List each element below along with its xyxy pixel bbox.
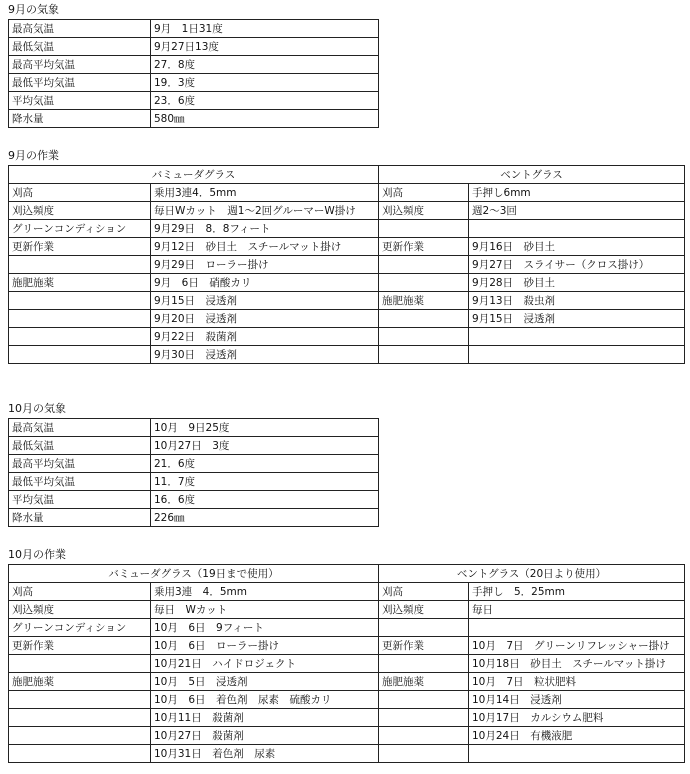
weather-label: 平均気温 xyxy=(9,92,151,110)
sep-weather-table xyxy=(8,19,379,128)
bent-detail: 毎日 xyxy=(469,601,685,619)
bent-item xyxy=(379,745,469,763)
bent-detail: 週2～3回 xyxy=(469,202,685,220)
work-row xyxy=(9,220,685,238)
bent-detail xyxy=(469,328,685,346)
oct-work-table xyxy=(8,564,685,763)
work-row xyxy=(9,256,685,274)
weather-value: 580㎜ xyxy=(151,110,379,128)
weather-label: 最低気温 xyxy=(9,38,151,56)
bermuda-item: 刈込頻度 xyxy=(9,202,151,220)
bermuda-detail: 9月15日 浸透剤 xyxy=(151,292,379,310)
work-row xyxy=(9,601,685,619)
sep-work-table xyxy=(8,165,685,364)
bent-detail: 9月15日 浸透剤 xyxy=(469,310,685,328)
weather-label: 最高平均気温 xyxy=(9,56,151,74)
weather-value: 19．3度 xyxy=(151,74,379,92)
bent-detail: 9月16日 砂目土 xyxy=(469,238,685,256)
weather-label: 最高気温 xyxy=(9,20,151,38)
work-row xyxy=(9,745,685,763)
bent-detail: 10月 7日 グリーンリフレッシャー掛け xyxy=(469,637,685,655)
weather-value: 11．7度 xyxy=(151,473,379,491)
bent-detail: 9月13日 殺虫剤 xyxy=(469,292,685,310)
bermuda-detail: 10月11日 殺菌剤 xyxy=(151,709,379,727)
work-row xyxy=(9,274,685,292)
bent-item xyxy=(379,346,469,364)
weather-row xyxy=(9,437,379,455)
bermuda-detail: 乗用3連 4．5mm xyxy=(151,583,379,601)
bermuda-detail: 9月 6日 硝酸カリ xyxy=(151,274,379,292)
bermuda-detail: 10月 6日 ローラー掛け xyxy=(151,637,379,655)
bent-detail xyxy=(469,346,685,364)
bermuda-detail: 毎日 Wカット xyxy=(151,601,379,619)
weather-row xyxy=(9,509,379,527)
bent-detail: 手押し 5．25mm xyxy=(469,583,685,601)
weather-label: 平均気温 xyxy=(9,491,151,509)
bent-detail xyxy=(469,220,685,238)
weather-value: 226㎜ xyxy=(151,509,379,527)
bent-item xyxy=(379,619,469,637)
work-row xyxy=(9,583,685,601)
weather-row xyxy=(9,74,379,92)
weather-row xyxy=(9,473,379,491)
weather-value: 23．6度 xyxy=(151,92,379,110)
weather-value: 9月 1日31度 xyxy=(151,20,379,38)
bent-detail: 手押し6mm xyxy=(469,184,685,202)
work-row xyxy=(9,637,685,655)
bermuda-item: 更新作業 xyxy=(9,637,151,655)
work-row xyxy=(9,292,685,310)
bent-item xyxy=(379,220,469,238)
bermuda-detail: 9月12日 砂目土 スチールマット掛け xyxy=(151,238,379,256)
weather-row xyxy=(9,419,379,437)
bermuda-detail: 10月31日 着色剤 尿素 xyxy=(151,745,379,763)
oct-header-bermuda: バミューダグラス（19日まで使用） xyxy=(9,565,379,583)
work-row xyxy=(9,691,685,709)
bent-detail: 10月24日 有機液肥 xyxy=(469,727,685,745)
bent-item xyxy=(379,256,469,274)
bermuda-item: 更新作業 xyxy=(9,238,151,256)
bent-item: 施肥施薬 xyxy=(379,292,469,310)
bermuda-detail: 10月 5日 浸透剤 xyxy=(151,673,379,691)
sep-header-bent: ベントグラス xyxy=(379,166,685,184)
weather-value: 27．8度 xyxy=(151,56,379,74)
bermuda-detail: 9月30日 浸透剤 xyxy=(151,346,379,364)
weather-row xyxy=(9,110,379,128)
work-row xyxy=(9,238,685,256)
weather-label: 最低平均気温 xyxy=(9,473,151,491)
oct-weather-table xyxy=(8,418,379,527)
weather-row xyxy=(9,56,379,74)
bermuda-detail: 10月27日 殺菌剤 xyxy=(151,727,379,745)
oct-header-bent: ベントグラス（20日より使用） xyxy=(379,565,685,583)
bermuda-item xyxy=(9,328,151,346)
sep-weather-title: 9月の気象 xyxy=(8,3,59,16)
bent-detail: 9月28日 砂目土 xyxy=(469,274,685,292)
bent-item: 刈込頻度 xyxy=(379,202,469,220)
weather-row xyxy=(9,20,379,38)
bent-item: 刈込頻度 xyxy=(379,601,469,619)
bermuda-item xyxy=(9,346,151,364)
bent-item xyxy=(379,274,469,292)
bent-item xyxy=(379,655,469,673)
bent-detail: 9月27日 スライサー（クロス掛け） xyxy=(469,256,685,274)
weather-row xyxy=(9,92,379,110)
bermuda-item xyxy=(9,691,151,709)
weather-row xyxy=(9,455,379,473)
work-row xyxy=(9,673,685,691)
bermuda-item xyxy=(9,709,151,727)
weather-value: 9月27日13度 xyxy=(151,38,379,56)
bent-item: 刈高 xyxy=(379,583,469,601)
bermuda-item: 施肥施薬 xyxy=(9,673,151,691)
weather-value: 16．6度 xyxy=(151,491,379,509)
bermuda-item xyxy=(9,310,151,328)
bermuda-item xyxy=(9,727,151,745)
work-row xyxy=(9,328,685,346)
bermuda-item xyxy=(9,256,151,274)
bent-detail: 10月18日 砂目土 スチールマット掛け xyxy=(469,655,685,673)
bermuda-detail: 9月20日 浸透剤 xyxy=(151,310,379,328)
bermuda-detail: 9月22日 殺菌剤 xyxy=(151,328,379,346)
bent-detail: 10月 7日 粒状肥料 xyxy=(469,673,685,691)
weather-label: 降水量 xyxy=(9,110,151,128)
bent-detail xyxy=(469,619,685,637)
bermuda-detail: 10月 6日 着色剤 尿素 硫酸カリ xyxy=(151,691,379,709)
weather-label: 最低気温 xyxy=(9,437,151,455)
weather-label: 降水量 xyxy=(9,509,151,527)
weather-label: 最高気温 xyxy=(9,419,151,437)
bermuda-detail: 10月 6日 9フィート xyxy=(151,619,379,637)
bent-item xyxy=(379,727,469,745)
bermuda-detail: 9月29日 8．8フィート xyxy=(151,220,379,238)
bermuda-detail: 10月21日 ハイドロジェクト xyxy=(151,655,379,673)
work-row xyxy=(9,727,685,745)
weather-label: 最低平均気温 xyxy=(9,74,151,92)
weather-label: 最高平均気温 xyxy=(9,455,151,473)
bermuda-item xyxy=(9,655,151,673)
bent-item: 施肥施薬 xyxy=(379,673,469,691)
oct-weather-title: 10月の気象 xyxy=(8,402,66,415)
weather-row xyxy=(9,38,379,56)
bent-detail: 10月17日 カルシウム肥料 xyxy=(469,709,685,727)
bermuda-detail: 毎日Wカット 週1～2回グルーマーW掛け xyxy=(151,202,379,220)
work-row xyxy=(9,184,685,202)
bermuda-item xyxy=(9,745,151,763)
work-row xyxy=(9,655,685,673)
weather-row xyxy=(9,491,379,509)
work-row xyxy=(9,346,685,364)
bermuda-item: 刈込頻度 xyxy=(9,601,151,619)
work-row xyxy=(9,619,685,637)
weather-value: 10月27日 3度 xyxy=(151,437,379,455)
sep-work-title: 9月の作業 xyxy=(8,149,59,162)
bermuda-item: 刈高 xyxy=(9,583,151,601)
bermuda-item: グリーンコンディション xyxy=(9,220,151,238)
bent-item xyxy=(379,328,469,346)
bermuda-item xyxy=(9,292,151,310)
oct-work-title: 10月の作業 xyxy=(8,548,66,561)
bent-item: 刈高 xyxy=(379,184,469,202)
bermuda-detail: 乗用3連4．5mm xyxy=(151,184,379,202)
weather-value: 21．6度 xyxy=(151,455,379,473)
bent-item: 更新作業 xyxy=(379,637,469,655)
sep-header-bermuda: バミューダグラス xyxy=(9,166,379,184)
bent-detail xyxy=(469,745,685,763)
bermuda-item: 施肥施薬 xyxy=(9,274,151,292)
weather-value: 10月 9日25度 xyxy=(151,419,379,437)
bermuda-item: グリーンコンディション xyxy=(9,619,151,637)
work-row xyxy=(9,709,685,727)
bermuda-item: 刈高 xyxy=(9,184,151,202)
bent-item xyxy=(379,691,469,709)
work-row xyxy=(9,310,685,328)
bermuda-detail: 9月29日 ローラー掛け xyxy=(151,256,379,274)
bent-item xyxy=(379,310,469,328)
bent-detail: 10月14日 浸透剤 xyxy=(469,691,685,709)
bent-item: 更新作業 xyxy=(379,238,469,256)
bent-item xyxy=(379,709,469,727)
work-row xyxy=(9,202,685,220)
